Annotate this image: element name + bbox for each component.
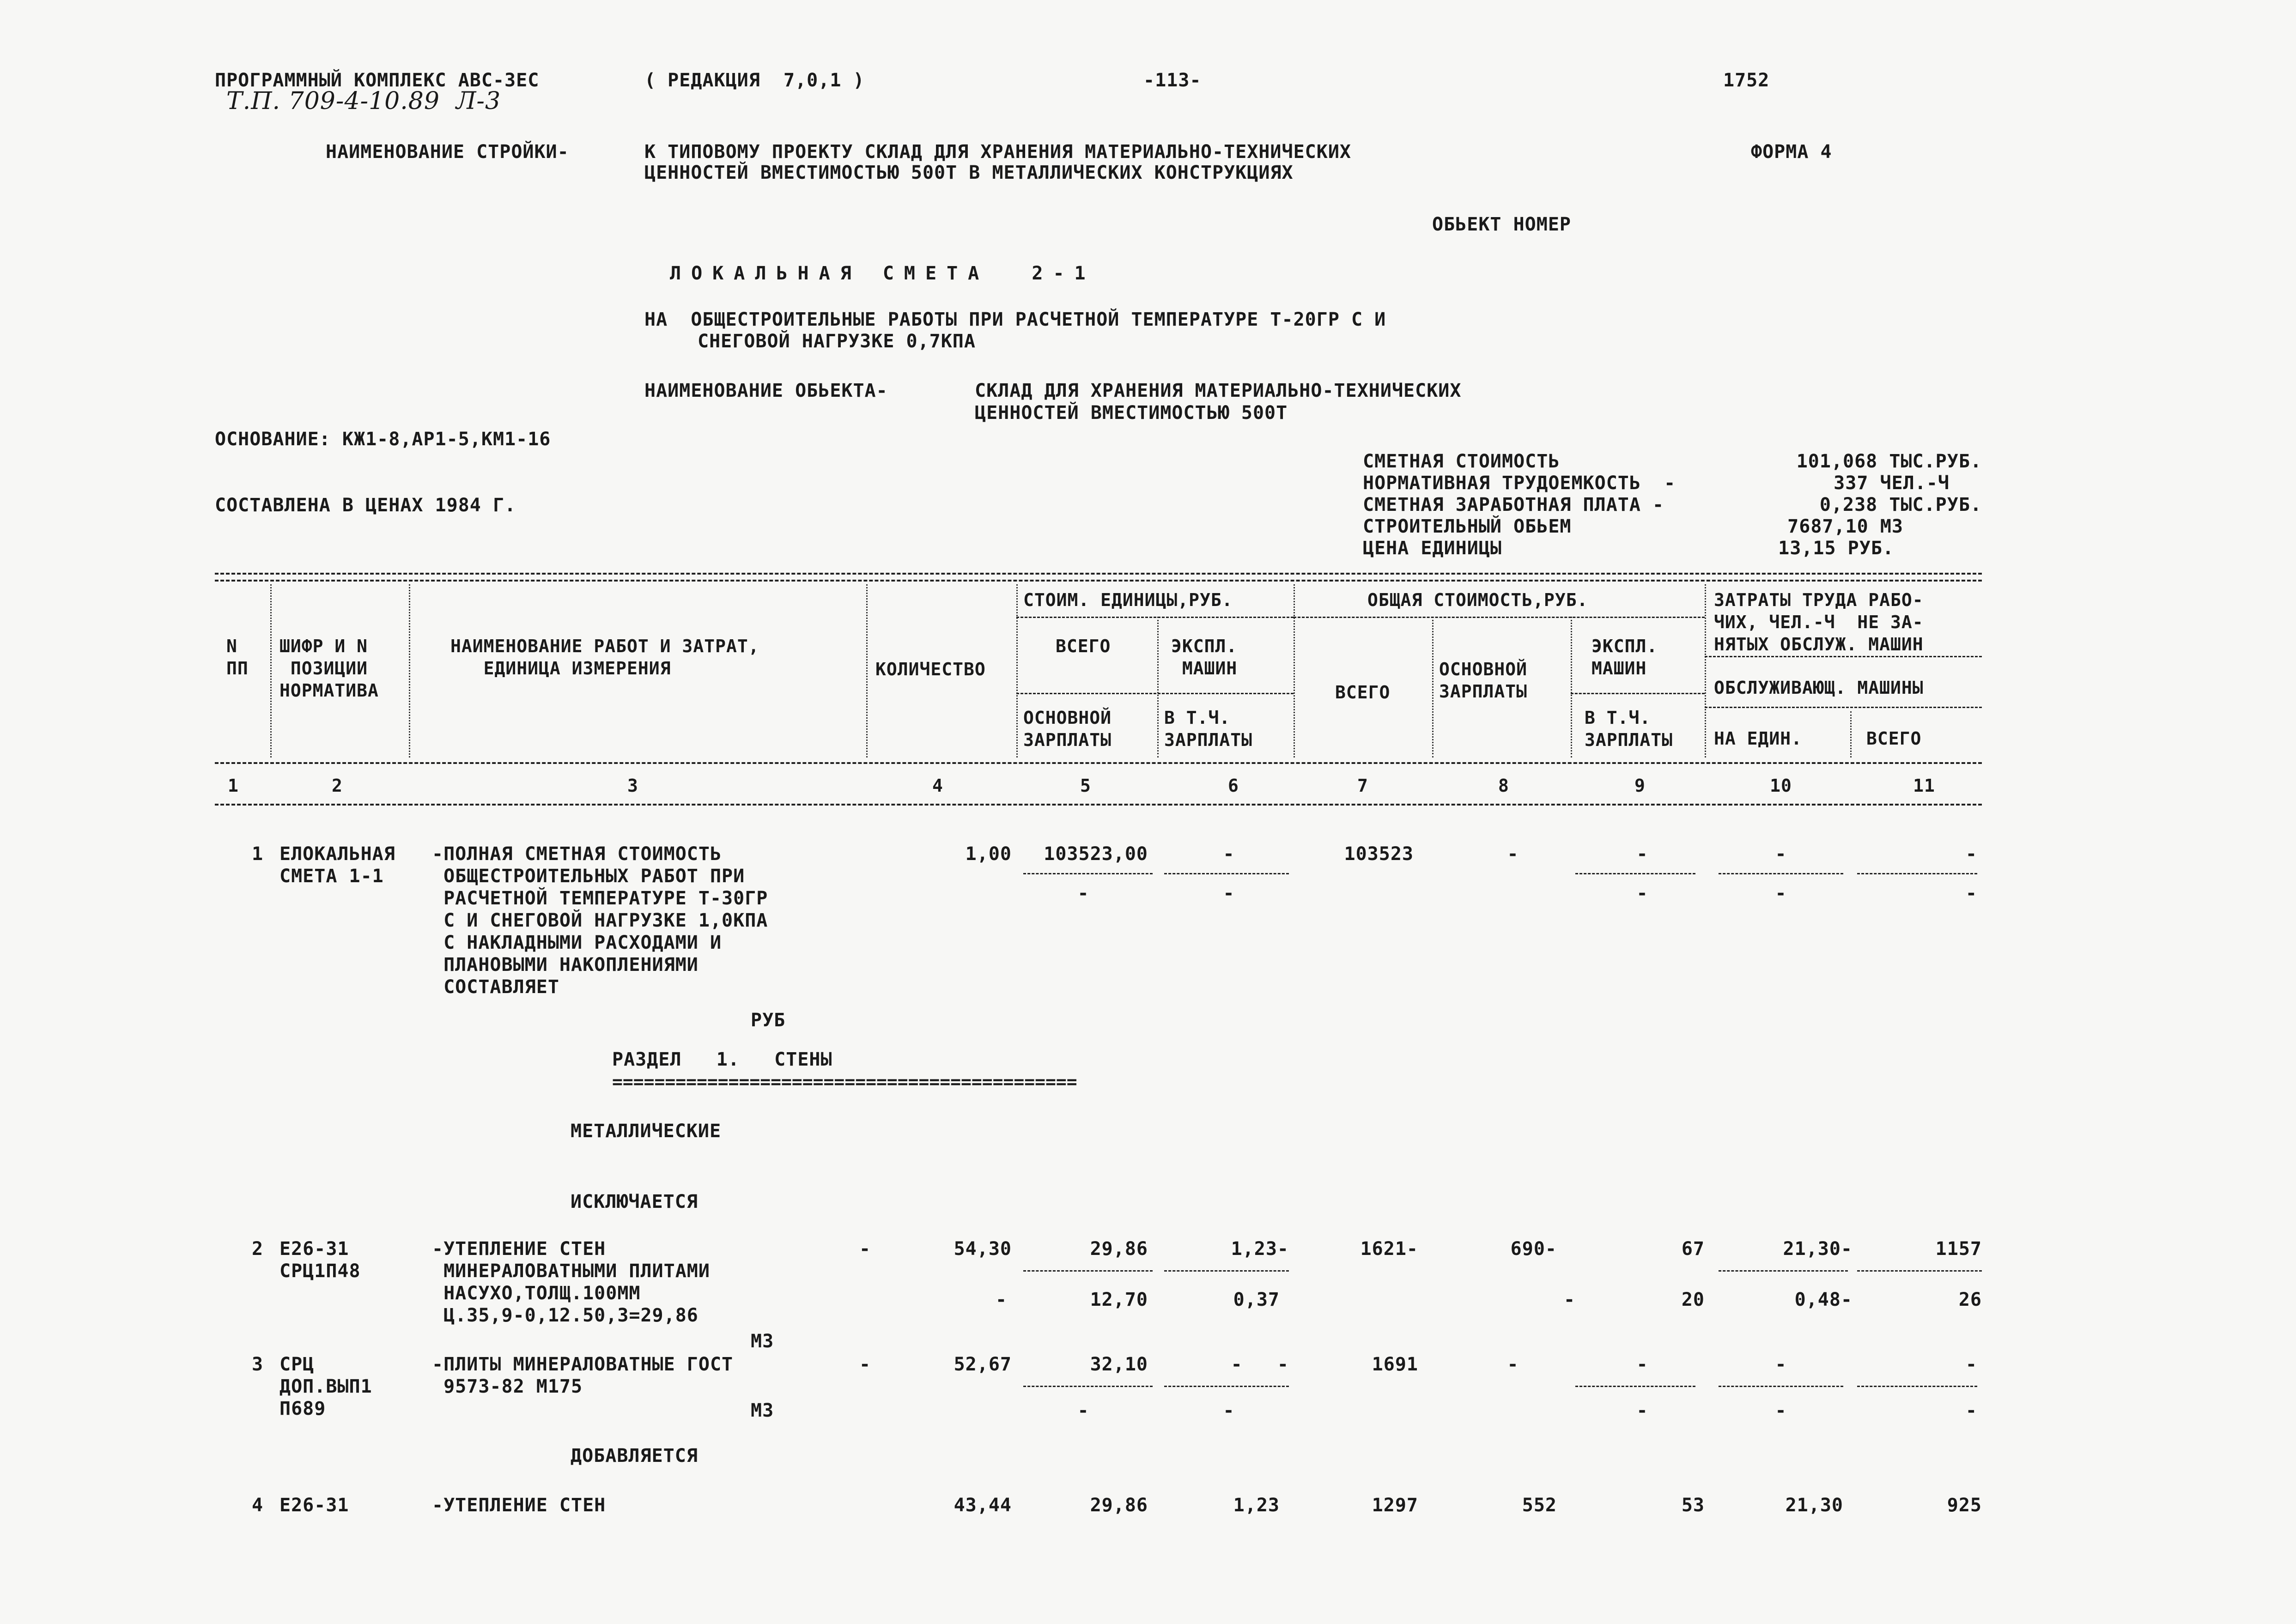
row-labor-total: 925 <box>1947 1495 1982 1516</box>
row-total: 1297 <box>1372 1495 1418 1516</box>
column-separator <box>1705 584 1706 757</box>
cell-rule <box>1023 1270 1153 1272</box>
row-total-wage: - <box>1507 843 1519 865</box>
column-header-unit-machines: ЭКСПЛ. МАШИН <box>1171 636 1238 679</box>
column-number: 5 <box>1080 776 1091 796</box>
column-header-code: ШИФР И N ПОЗИЦИИ НОРМАТИВА <box>279 636 379 701</box>
row-quantity: 54,30 <box>954 1238 1012 1260</box>
row-sign: - <box>1564 1289 1576 1310</box>
section-subtitle: МЕТАЛЛИЧЕСКИЕ <box>571 1121 722 1142</box>
document-number: 1752 <box>1723 70 1770 91</box>
row-total-machines: 53 <box>1681 1495 1705 1516</box>
row-total-incl-wage: 20 <box>1681 1289 1705 1310</box>
column-header-name: НАИМЕНОВАНИЕ РАБОТ И ЗАТРАТ, ЕДИНИЦА ИЗМЕРЕНИЯ <box>450 636 759 679</box>
header-inner-rule <box>1571 693 1705 694</box>
row-code: СРЦ ДОП.ВЫП1 П689 <box>279 1354 372 1419</box>
added-label: ДОБАВЛЯЕТСЯ <box>571 1445 698 1466</box>
row-labor-service-unit: - <box>1775 1400 1787 1421</box>
row-labor-total: - <box>1965 1354 1977 1375</box>
program-name: ПРОГРАММНЫЙ КОМПЛЕКС АВС-3ЕС <box>215 70 540 91</box>
cell-rule <box>1719 1270 1848 1272</box>
row-unit-wage: - <box>1077 883 1089 904</box>
summary-value: 7687,10 М3 <box>1787 516 1903 537</box>
row-total-wage: 690- <box>1510 1238 1557 1260</box>
works-line-1: НА ОБЩЕСТРОИТЕЛЬНЫЕ РАБОТЫ ПРИ РАСЧЕТНОЙ ТЕМПЕРАТУРЕ Т-20ГР С И <box>644 309 1386 330</box>
row-number: 2 <box>252 1238 264 1260</box>
column-header-total-wage: ОСНОВНОЙ ЗАРПЛАТЫ <box>1439 659 1528 702</box>
object-label: НАИМЕНОВАНИЕ ОБЬЕКТА- <box>644 380 888 401</box>
header-bottom-rule <box>215 762 1982 764</box>
column-number: 1 <box>228 776 239 796</box>
row-name: -УТЕПЛЕНИЕ СТЕН МИНЕРАЛОВАТНЫМИ ПЛИТАМИ НАСУХО,ТОЛЩ.100ММ Ц.35,9-0,12.50,3=29,86 <box>432 1238 710 1326</box>
column-header-labor-total: ВСЕГО <box>1866 728 1922 749</box>
row-labor-unit: - <box>1775 1354 1787 1375</box>
row-unit-cost: 29,86 <box>1090 1238 1148 1260</box>
row-total-incl-wage: - <box>1636 883 1648 904</box>
construction-line-1: К ТИПОВОМУ ПРОЕКТУ СКЛАД ДЛЯ ХРАНЕНИЯ МАТЕРИАЛЬНО-ТЕХНИЧЕСКИХ <box>644 141 1352 163</box>
section-underline: ============================================ <box>612 1072 1077 1092</box>
summary-label: СМЕТНАЯ СТОИМОСТЬ <box>1363 451 1560 472</box>
cell-rule <box>1719 873 1843 874</box>
column-separator <box>1294 584 1295 757</box>
row-total-machines: - <box>1636 843 1648 865</box>
row-total: 103523 <box>1344 843 1414 865</box>
column-header-unit-incl-wage: В Т.Ч. ЗАРПЛАТЫ <box>1164 708 1253 750</box>
row-labor-unit: - <box>1775 843 1787 865</box>
row-unit-wage: - <box>1077 1400 1089 1421</box>
row-unit-machines: - <box>1223 843 1235 865</box>
column-header-labor: ЗАТРАТЫ ТРУДА РАБО- ЧИХ, ЧЕЛ.-Ч НЕ ЗА- НЯТЫХ ОБСЛУЖ. МАШИН <box>1714 590 1924 654</box>
object-line-1: СКЛАД ДЛЯ ХРАНЕНИЯ МАТЕРИАЛЬНО-ТЕХНИЧЕСКИХ <box>975 380 1462 401</box>
table-top-rule <box>215 580 1982 582</box>
row-quantity: 1,00 <box>965 843 1012 865</box>
row-unit-cost: 29,86 <box>1090 1495 1148 1516</box>
row-labor-unit: 21,30- <box>1783 1238 1853 1260</box>
object-number: ОБЬЕКТ НОМЕР <box>1432 214 1571 235</box>
row-unit-wage: 12,70 <box>1090 1289 1148 1310</box>
cell-rule <box>1023 1386 1153 1387</box>
column-header-labor-service: ОБСЛУЖИВАЮЩ. МАШИНЫ <box>1714 678 1924 698</box>
row-total-machines: 67 <box>1681 1238 1705 1260</box>
row-unit-cost: 32,10 <box>1090 1354 1148 1375</box>
header-inner-rule <box>1705 707 1982 708</box>
row-labor-total: 1157 <box>1935 1238 1982 1260</box>
row-name: -УТЕПЛЕНИЕ СТЕН <box>432 1495 606 1516</box>
row-code: Е26-31 <box>279 1495 349 1516</box>
summary-label: НОРМАТИВНАЯ ТРУДОЕМКОСТЬ - <box>1363 473 1676 494</box>
row-unit: М3 <box>751 1331 774 1352</box>
row-labor-service-total: - <box>1965 883 1977 904</box>
column-header-unit-wage: ОСНОВНОЙ ЗАРПЛАТЫ <box>1023 708 1112 750</box>
section-title: РАЗДЕЛ 1. СТЕНЫ <box>612 1049 832 1070</box>
column-separator <box>866 584 868 757</box>
cell-rule <box>1023 873 1153 874</box>
cell-rule <box>1857 1270 1982 1272</box>
row-labor-service-total: - <box>1965 1400 1977 1421</box>
row-sign: - <box>996 1289 1008 1310</box>
page-number: -113- <box>1143 70 1202 91</box>
row-total: 1621- <box>1360 1238 1418 1260</box>
column-header-quantity: КОЛИЧЕСТВО <box>875 659 986 679</box>
summary-label: СМЕТНАЯ ЗАРАБОТНАЯ ПЛАТА - <box>1363 494 1664 515</box>
column-header-unit-total: ВСЕГО <box>1056 636 1111 656</box>
summary-value: 13,15 РУБ. <box>1778 538 1894 559</box>
row-total-machines: - <box>1636 1354 1648 1375</box>
row-unit-incl-wage: 0,37 <box>1233 1289 1280 1310</box>
header-inner-rule <box>1705 656 1982 657</box>
row-number: 4 <box>252 1495 264 1516</box>
column-separator <box>1157 617 1159 757</box>
column-number: 6 <box>1228 776 1239 796</box>
cell-rule <box>1164 1270 1289 1272</box>
column-header-total-all: ВСЕГО <box>1335 682 1391 703</box>
estimate-title: ЛОКАЛЬНАЯ СМЕТА 2-1 <box>670 263 1096 284</box>
handwritten-reference: Т.П. 709-4-10.89 Л-3 <box>226 87 501 115</box>
column-number: 8 <box>1498 776 1509 796</box>
row-labor-unit: 21,30 <box>1785 1495 1843 1516</box>
row-sign: - <box>859 1354 871 1375</box>
cell-rule <box>1719 1386 1843 1387</box>
row-unit-machines: - - <box>1231 1354 1289 1375</box>
cell-rule <box>1857 873 1977 874</box>
column-separator <box>1016 584 1018 757</box>
construction-label: НАИМЕНОВАНИЕ СТРОЙКИ- <box>326 141 569 163</box>
row-unit-incl-wage: - <box>1223 1400 1235 1421</box>
row-labor-service-total: 26 <box>1958 1289 1982 1310</box>
edition: ( РЕДАКЦИЯ 7,0,1 ) <box>644 70 865 91</box>
column-number: 10 <box>1770 776 1792 796</box>
column-header-n: N ПП <box>226 636 249 679</box>
column-separator <box>1850 711 1852 757</box>
row-total: 1691 <box>1372 1354 1418 1375</box>
cell-rule <box>1575 1386 1695 1387</box>
column-separator <box>1571 617 1572 757</box>
construction-line-2: ЦЕННОСТЕЙ ВМЕСТИМОСТЬЮ 500Т В МЕТАЛЛИЧЕСКИХ КОНСТРУКЦИЯХ <box>644 162 1294 183</box>
excluded-label: ИСКЛЮЧАЕТСЯ <box>571 1191 698 1212</box>
column-number: 3 <box>627 776 638 796</box>
column-header-total-cost: ОБЩАЯ СТОИМОСТЬ,РУБ. <box>1367 590 1588 610</box>
row-total-incl-wage: - <box>1636 1400 1648 1421</box>
summary-value: 101,068 ТЫС.РУБ. <box>1796 451 1982 472</box>
row-name: -ПЛИТЫ МИНЕРАЛОВАТНЫЕ ГОСТ 9573-82 М175 <box>432 1354 734 1397</box>
summary-value: 0,238 ТЫС.РУБ. <box>1819 494 1982 515</box>
form-number: ФОРМА 4 <box>1751 141 1832 163</box>
works-line-2: СНЕГОВОЙ НАГРУЗКЕ 0,7КПА <box>698 331 976 352</box>
column-header-total-incl-wage: В Т.Ч. ЗАРПЛАТЫ <box>1585 708 1673 750</box>
column-number: 2 <box>332 776 343 796</box>
column-number: 11 <box>1913 776 1935 796</box>
cell-rule <box>1164 873 1289 874</box>
row-unit-incl-wage: - <box>1223 883 1235 904</box>
column-header-labor-unit: НА ЕДИН. <box>1714 728 1803 749</box>
row-total-wage: - <box>1507 1354 1519 1375</box>
summary-label: СТРОИТЕЛЬНЫЙ ОБЬЕМ <box>1363 516 1572 537</box>
summary-value: 337 ЧЕЛ.-Ч <box>1834 473 1950 494</box>
row-labor-service-unit: - <box>1775 883 1787 904</box>
table-top-rule <box>215 573 1982 575</box>
column-number: 7 <box>1357 776 1368 796</box>
column-separator <box>409 584 410 757</box>
row-number: 1 <box>252 843 264 865</box>
row-number: 3 <box>252 1354 264 1375</box>
row-code: ЕЛОКАЛЬНАЯ СМЕТА 1-1 <box>279 843 395 887</box>
row-unit-machines: 1,23 <box>1233 1495 1280 1516</box>
header-inner-rule <box>1016 617 1294 618</box>
column-separator <box>270 584 272 757</box>
cell-rule <box>1164 1386 1289 1387</box>
header-inner-rule <box>1016 693 1294 694</box>
prices-year: СОСТАВЛЕНА В ЦЕНАХ 1984 Г. <box>215 495 516 516</box>
column-header-unit-cost: СТОИМ. ЕДИНИЦЫ,РУБ. <box>1023 590 1233 610</box>
row-quantity: 52,67 <box>954 1354 1012 1375</box>
row-labor-total: - <box>1965 843 1977 865</box>
object-line-2: ЦЕННОСТЕЙ ВМЕСТИМОСТЬЮ 500Т <box>975 402 1288 424</box>
row-unit-cost: 103523,00 <box>1044 843 1148 865</box>
row-code: Е26-31 СРЦ1П48 <box>279 1238 361 1282</box>
row-unit: М3 <box>751 1400 774 1421</box>
column-number: 9 <box>1634 776 1646 796</box>
column-header-total-machines: ЭКСПЛ. МАШИН <box>1591 636 1658 679</box>
column-separator <box>1432 617 1433 757</box>
numbers-bottom-rule <box>215 804 1982 806</box>
row-unit-machines: 1,23- <box>1231 1238 1289 1260</box>
row-sign: - <box>859 1238 871 1260</box>
row-name: -ПОЛНАЯ СМЕТНАЯ СТОИМОСТЬ ОБЩЕСТРОИТЕЛЬНЫХ РАБОТ ПРИ РАСЧЕТНОЙ ТЕМПЕРАТУРЕ Т-30ГР С И СНЕГОВОЙ НАГРУЗКЕ 1,0КПА С НАКЛАДНЫМИ РАСХОДАМИ И ПЛАНОВЫМИ НАКОПЛЕНИЯМИ СОСТАВЛЯЕТ <box>432 843 768 998</box>
row-unit: РУБ <box>751 1010 786 1031</box>
cell-rule <box>1575 873 1695 874</box>
cell-rule <box>1857 1386 1977 1387</box>
row-labor-service-unit: 0,48- <box>1794 1289 1853 1310</box>
header-inner-rule <box>1294 617 1705 618</box>
summary-label: ЦЕНА ЕДИНИЦЫ <box>1363 538 1502 559</box>
basis: ОСНОВАНИЕ: КЖ1-8,АР1-5,КМ1-16 <box>215 429 551 450</box>
column-number: 4 <box>932 776 943 796</box>
row-quantity: 43,44 <box>954 1495 1012 1516</box>
row-total-wage: 552 <box>1522 1495 1557 1516</box>
